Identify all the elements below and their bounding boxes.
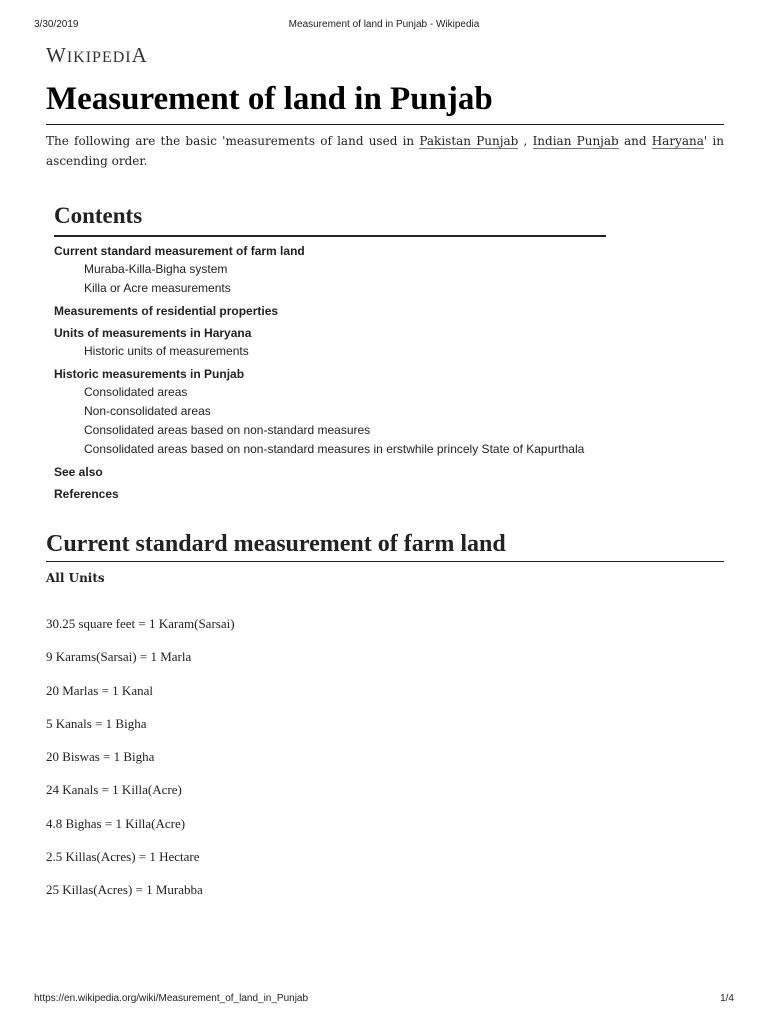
toc-link-non-standard[interactable]: Consolidated areas based on non-standard measures	[84, 423, 371, 437]
toc-link-killa-acre[interactable]: Killa or Acre measurements	[84, 281, 231, 295]
wikipedia-wordmark[interactable]	[46, 40, 724, 70]
toc-link-historic-punjab[interactable]: Historic measurements in Punjab	[54, 367, 245, 381]
toc-link-current-standard[interactable]: Current standard measurement of farm land	[54, 244, 305, 258]
toc-title: Contents	[54, 201, 606, 237]
link-haryana[interactable]: Haryana	[651, 134, 704, 148]
toc-item	[54, 243, 606, 298]
toc-item	[54, 366, 606, 459]
list-item: 4.8 Bighas = 1 Killa(Acre)	[46, 815, 186, 831]
wordmark-first-letter: W	[46, 43, 67, 67]
list-item: 30.25 square feet = 1 Karam(Sarsai)	[46, 616, 235, 631]
list-item: 20 Biswas = 1 Bigha	[46, 749, 155, 765]
article-content	[46, 40, 724, 916]
toc-sublist	[54, 383, 606, 459]
toc-item	[54, 303, 606, 320]
wordmark-small-caps: IKIPEDI	[66, 49, 132, 66]
print-page-number: 1/4	[720, 993, 734, 1004]
table-of-contents	[54, 201, 606, 503]
intro-text-start: The following are the basic 'measurements of land used in	[46, 134, 420, 148]
intro-separator-1: ,	[518, 134, 533, 148]
all-units-label: All Units	[46, 571, 105, 585]
toc-link-haryana-units[interactable]: Units of measurements in Haryana	[54, 326, 252, 340]
toc-link-kapurthala[interactable]: Consolidated areas based on non-standard measures in erstwhile princely State of Kapurthala	[84, 442, 585, 456]
toc-item	[54, 325, 606, 361]
print-footer	[34, 993, 734, 1007]
wordmark-last-letter: A	[131, 43, 148, 67]
toc-item	[54, 464, 606, 481]
toc-link-historic-units[interactable]: Historic units of measurements	[84, 344, 249, 358]
list-item: 25 Killas(Acres) = 1 Murabba	[46, 882, 203, 898]
toc-item	[54, 486, 606, 503]
print-url: https://en.wikipedia.org/wiki/Measurement_of_land_in_Punjab	[34, 993, 309, 1004]
link-pakistan-punjab[interactable]: Pakistan Punjab	[419, 134, 519, 148]
intro-paragraph	[46, 131, 724, 171]
list-item: 5 Kanals = 1 Bigha	[46, 715, 147, 731]
toc-link-non-consolidated[interactable]: Non-consolidated areas	[84, 404, 211, 418]
units-list	[46, 616, 724, 916]
link-indian-punjab[interactable]: Indian Punjab	[532, 134, 619, 148]
page-title: Measurement of land in Punjab	[46, 78, 724, 125]
list-item: 20 Marlas = 1 Kanal	[46, 682, 153, 698]
toc-link-see-also[interactable]: See also	[54, 465, 103, 479]
toc-sublist	[54, 260, 606, 298]
toc-list	[54, 243, 606, 503]
print-header	[34, 19, 734, 33]
toc-link-references[interactable]: References	[54, 487, 119, 501]
toc-link-muraba-killa-bigha[interactable]: Muraba-Killa-Bigha system	[84, 262, 228, 276]
print-date: 3/30/2019	[34, 19, 79, 30]
list-item: 24 Kanals = 1 Killa(Acre)	[46, 782, 182, 798]
toc-link-residential[interactable]: Measurements of residential properties	[54, 304, 279, 318]
print-page-title: Measurement of land in Punjab - Wikipedia	[288, 19, 480, 30]
section-heading-farm-land: Current standard measurement of farm land	[46, 529, 724, 562]
intro-text-end: ' in ascending order.	[46, 134, 724, 168]
toc-link-consolidated[interactable]: Consolidated areas	[84, 385, 188, 399]
intro-separator-2: and	[618, 134, 652, 148]
list-item: 2.5 Killas(Acres) = 1 Hectare	[46, 849, 200, 865]
list-item: 9 Karams(Sarsai) = 1 Marla	[46, 649, 192, 665]
toc-sublist	[54, 342, 606, 361]
